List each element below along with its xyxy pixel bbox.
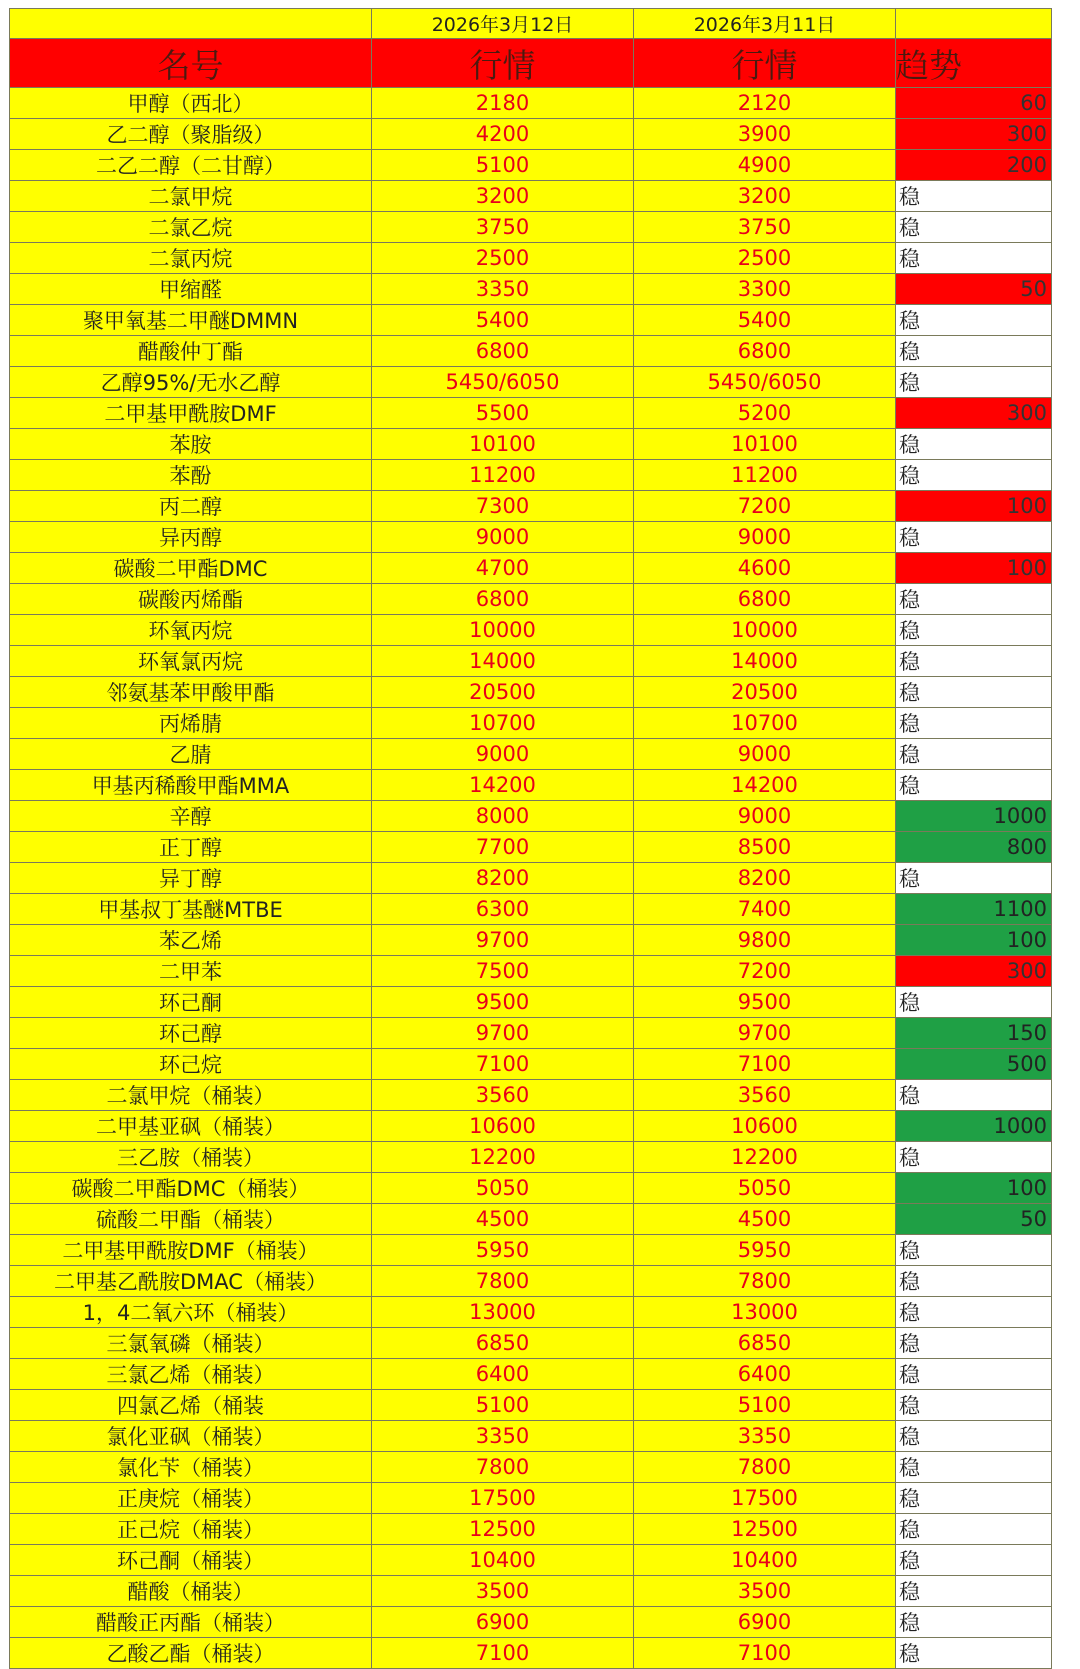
price-old-cell: 7200 (634, 491, 896, 522)
price-old-cell: 10600 (634, 1111, 896, 1142)
price-old-cell: 3350 (634, 1421, 896, 1452)
product-name-cell: 四氯乙烯（桶装 (10, 1390, 372, 1421)
price-old-cell: 7100 (634, 1638, 896, 1669)
trend-cell: 稳 (896, 1328, 1052, 1359)
price-old-cell: 12500 (634, 1514, 896, 1545)
price-old-cell: 9700 (634, 1018, 896, 1049)
product-name-cell: 乙二醇（聚脂级） (10, 119, 372, 150)
price-old-cell: 6400 (634, 1359, 896, 1390)
trend-cell: 稳 (896, 1545, 1052, 1576)
trend-cell: 稳 (896, 1576, 1052, 1607)
trend-cell: 稳 (896, 243, 1052, 274)
price-new-cell: 7800 (372, 1452, 634, 1483)
trend-cell: 300 (896, 956, 1052, 987)
table-row (10, 1359, 1052, 1390)
price-new-cell: 5100 (372, 1390, 634, 1421)
price-new-cell: 10400 (372, 1545, 634, 1576)
price-new-cell: 3200 (372, 181, 634, 212)
product-name-cell: 正己烷（桶装） (10, 1514, 372, 1545)
table-row (10, 1390, 1052, 1421)
product-name-cell: 丙烯腈 (10, 708, 372, 739)
price-new-cell: 6800 (372, 336, 634, 367)
price-new-cell: 6300 (372, 894, 634, 925)
table-row (10, 863, 1052, 894)
price-new-cell: 6900 (372, 1607, 634, 1638)
table-row (10, 1080, 1052, 1111)
price-new-cell: 10000 (372, 615, 634, 646)
price-new-cell: 5950 (372, 1235, 634, 1266)
price-old-cell: 6850 (634, 1328, 896, 1359)
price-old-cell: 9000 (634, 739, 896, 770)
price-new-cell: 6800 (372, 584, 634, 615)
table-row (10, 1576, 1052, 1607)
price-old-cell: 5200 (634, 398, 896, 429)
price-old-cell: 5050 (634, 1173, 896, 1204)
price-old-cell: 7800 (634, 1266, 896, 1297)
price-new-cell: 8200 (372, 863, 634, 894)
trend-cell: 稳 (896, 1297, 1052, 1328)
trend-cell: 稳 (896, 367, 1052, 398)
price-old-cell: 2120 (634, 88, 896, 119)
product-name-cell: 二氯甲烷 (10, 181, 372, 212)
trend-cell: 稳 (896, 584, 1052, 615)
product-name-cell: 正庚烷（桶装） (10, 1483, 372, 1514)
new-price-column-header: 行情 (372, 39, 634, 88)
product-name-cell: 二甲苯 (10, 956, 372, 987)
price-old-cell: 10000 (634, 615, 896, 646)
trend-cell: 稳 (896, 646, 1052, 677)
trend-cell: 稳 (896, 615, 1052, 646)
product-name-cell: 二氯乙烷 (10, 212, 372, 243)
trend-cell: 稳 (896, 522, 1052, 553)
table-row (10, 553, 1052, 584)
price-old-cell: 17500 (634, 1483, 896, 1514)
price-new-cell: 14200 (372, 770, 634, 801)
product-name-cell: 环己酮 (10, 987, 372, 1018)
price-old-cell: 10400 (634, 1545, 896, 1576)
trend-cell: 稳 (896, 677, 1052, 708)
trend-cell: 稳 (896, 460, 1052, 491)
price-old-cell: 7400 (634, 894, 896, 925)
trend-cell: 稳 (896, 305, 1052, 336)
product-name-cell: 二氯丙烷 (10, 243, 372, 274)
price-old-cell: 20500 (634, 677, 896, 708)
date-header-row (10, 9, 1052, 39)
product-name-cell: 异丙醇 (10, 522, 372, 553)
price-old-cell: 2500 (634, 243, 896, 274)
product-name-cell: 氯化亚砜（桶装） (10, 1421, 372, 1452)
product-name-cell: 二甲基甲酰胺DMF（桶装） (10, 1235, 372, 1266)
price-new-cell: 7700 (372, 832, 634, 863)
price-old-cell: 5450/6050 (634, 367, 896, 398)
trend-cell: 50 (896, 1204, 1052, 1235)
trend-cell: 1000 (896, 801, 1052, 832)
price-new-cell: 4500 (372, 1204, 634, 1235)
table-row (10, 770, 1052, 801)
table-row (10, 491, 1052, 522)
price-new-cell: 9000 (372, 522, 634, 553)
price-new-cell: 17500 (372, 1483, 634, 1514)
price-new-cell: 6400 (372, 1359, 634, 1390)
trend-cell: 稳 (896, 770, 1052, 801)
table-row (10, 646, 1052, 677)
price-new-cell: 3350 (372, 1421, 634, 1452)
column-header-row (10, 39, 1052, 88)
price-new-cell: 7100 (372, 1049, 634, 1080)
trend-cell: 50 (896, 274, 1052, 305)
trend-cell: 300 (896, 119, 1052, 150)
table-row (10, 1266, 1052, 1297)
product-name-cell: 正丁醇 (10, 832, 372, 863)
trend-cell: 100 (896, 925, 1052, 956)
table-row (10, 1638, 1052, 1669)
table-row (10, 1545, 1052, 1576)
table-row (10, 615, 1052, 646)
product-name-cell: 环己醇 (10, 1018, 372, 1049)
trend-cell: 1000 (896, 1111, 1052, 1142)
product-name-cell: 环己酮（桶装） (10, 1545, 372, 1576)
price-old-cell: 4600 (634, 553, 896, 584)
trend-cell: 稳 (896, 1452, 1052, 1483)
product-name-cell: 碳酸二甲酯DMC (10, 553, 372, 584)
table-row (10, 677, 1052, 708)
table-row (10, 181, 1052, 212)
table-row (10, 1607, 1052, 1638)
trend-cell: 150 (896, 1018, 1052, 1049)
table-row (10, 274, 1052, 305)
product-name-cell: 聚甲氧基二甲醚DMMN (10, 305, 372, 336)
trend-cell: 200 (896, 150, 1052, 181)
price-new-cell: 8000 (372, 801, 634, 832)
price-new-cell: 9700 (372, 1018, 634, 1049)
table-row (10, 460, 1052, 491)
price-new-cell: 4200 (372, 119, 634, 150)
table-row (10, 1018, 1052, 1049)
price-old-cell: 7200 (634, 956, 896, 987)
trend-cell: 100 (896, 1173, 1052, 1204)
price-old-cell: 6800 (634, 336, 896, 367)
price-new-cell: 12500 (372, 1514, 634, 1545)
table-row (10, 119, 1052, 150)
trend-cell: 稳 (896, 987, 1052, 1018)
table-row (10, 1483, 1052, 1514)
price-new-cell: 9500 (372, 987, 634, 1018)
trend-cell: 1100 (896, 894, 1052, 925)
price-new-cell: 3500 (372, 1576, 634, 1607)
product-name-cell: 丙二醇 (10, 491, 372, 522)
table-row (10, 1235, 1052, 1266)
price-old-cell: 9000 (634, 801, 896, 832)
date-header-trend-blank-cell (896, 9, 1052, 39)
name-column-header: 名号 (10, 39, 372, 88)
product-name-cell: 苯乙烯 (10, 925, 372, 956)
trend-cell: 稳 (896, 1638, 1052, 1669)
table-row (10, 429, 1052, 460)
price-new-cell: 10700 (372, 708, 634, 739)
trend-cell: 稳 (896, 1514, 1052, 1545)
product-name-cell: 甲基丙稀酸甲酯MMA (10, 770, 372, 801)
product-name-cell: 二甲基乙酰胺DMAC（桶装） (10, 1266, 372, 1297)
product-name-cell: 醋酸仲丁酯 (10, 336, 372, 367)
price-new-cell: 9000 (372, 739, 634, 770)
price-old-cell: 14000 (634, 646, 896, 677)
table-row (10, 739, 1052, 770)
price-old-cell: 10700 (634, 708, 896, 739)
trend-cell: 稳 (896, 1359, 1052, 1390)
price-old-cell: 3900 (634, 119, 896, 150)
trend-cell: 稳 (896, 1390, 1052, 1421)
price-new-cell: 9700 (372, 925, 634, 956)
price-new-cell: 5400 (372, 305, 634, 336)
table-row (10, 832, 1052, 863)
table-row (10, 398, 1052, 429)
price-old-cell: 3300 (634, 274, 896, 305)
date-old-header: 2026年3月11日 (634, 9, 896, 39)
price-new-cell: 4700 (372, 553, 634, 584)
table-row (10, 243, 1052, 274)
price-old-cell: 3560 (634, 1080, 896, 1111)
product-name-cell: 碳酸丙烯酯 (10, 584, 372, 615)
trend-cell: 稳 (896, 212, 1052, 243)
trend-cell: 稳 (896, 1080, 1052, 1111)
price-new-cell: 5050 (372, 1173, 634, 1204)
trend-cell: 稳 (896, 708, 1052, 739)
product-name-cell: 乙腈 (10, 739, 372, 770)
price-new-cell: 14000 (372, 646, 634, 677)
table-row (10, 1142, 1052, 1173)
price-new-cell: 10600 (372, 1111, 634, 1142)
price-old-cell: 3750 (634, 212, 896, 243)
trend-cell: 300 (896, 398, 1052, 429)
product-name-cell: 硫酸二甲酯（桶装） (10, 1204, 372, 1235)
price-new-cell: 3560 (372, 1080, 634, 1111)
price-new-cell: 2180 (372, 88, 634, 119)
table-row (10, 1328, 1052, 1359)
trend-cell: 100 (896, 553, 1052, 584)
table-row (10, 1204, 1052, 1235)
price-new-cell: 2500 (372, 243, 634, 274)
price-new-cell: 7100 (372, 1638, 634, 1669)
product-name-cell: 醋酸（桶装） (10, 1576, 372, 1607)
price-new-cell: 12200 (372, 1142, 634, 1173)
trend-cell: 稳 (896, 739, 1052, 770)
price-new-cell: 3350 (372, 274, 634, 305)
product-name-cell: 乙醇95%/无水乙醇 (10, 367, 372, 398)
table-row (10, 305, 1052, 336)
trend-cell: 稳 (896, 1235, 1052, 1266)
table-row (10, 956, 1052, 987)
price-new-cell: 11200 (372, 460, 634, 491)
price-new-cell: 10100 (372, 429, 634, 460)
table-row (10, 336, 1052, 367)
table-row (10, 925, 1052, 956)
price-old-cell: 5400 (634, 305, 896, 336)
price-old-cell: 8500 (634, 832, 896, 863)
product-name-cell: 二氯甲烷（桶装） (10, 1080, 372, 1111)
product-name-cell: 苯胺 (10, 429, 372, 460)
trend-cell: 稳 (896, 1142, 1052, 1173)
price-old-cell: 13000 (634, 1297, 896, 1328)
trend-column-header: 趋势 (896, 39, 1052, 88)
table-row (10, 987, 1052, 1018)
table-row (10, 894, 1052, 925)
table-row (10, 801, 1052, 832)
product-name-cell: 甲基叔丁基醚MTBE (10, 894, 372, 925)
table-row (10, 1049, 1052, 1080)
price-old-cell: 3500 (634, 1576, 896, 1607)
table-row (10, 1421, 1052, 1452)
table-row (10, 1297, 1052, 1328)
table-row (10, 1514, 1052, 1545)
price-old-cell: 7100 (634, 1049, 896, 1080)
price-old-cell: 11200 (634, 460, 896, 491)
table-row (10, 212, 1052, 243)
product-name-cell: 环氧丙烷 (10, 615, 372, 646)
price-old-cell: 3200 (634, 181, 896, 212)
trend-cell: 稳 (896, 1266, 1052, 1297)
product-name-cell: 环氧氯丙烷 (10, 646, 372, 677)
date-header-blank-cell (10, 9, 372, 39)
trend-cell: 稳 (896, 1607, 1052, 1638)
price-new-cell: 7800 (372, 1266, 634, 1297)
price-old-cell: 9500 (634, 987, 896, 1018)
table-row (10, 150, 1052, 181)
price-old-cell: 8200 (634, 863, 896, 894)
product-name-cell: 氯化苄（桶装） (10, 1452, 372, 1483)
price-old-cell: 6800 (634, 584, 896, 615)
trend-cell: 800 (896, 832, 1052, 863)
product-name-cell: 甲醇（西北） (10, 88, 372, 119)
price-old-cell: 14200 (634, 770, 896, 801)
old-price-column-header: 行情 (634, 39, 896, 88)
table-row (10, 1111, 1052, 1142)
table-row (10, 367, 1052, 398)
product-name-cell: 碳酸二甲酯DMC（桶装） (10, 1173, 372, 1204)
trend-cell: 稳 (896, 429, 1052, 460)
price-new-cell: 5100 (372, 150, 634, 181)
trend-cell: 稳 (896, 181, 1052, 212)
trend-cell: 稳 (896, 863, 1052, 894)
price-new-cell: 6850 (372, 1328, 634, 1359)
table-row (10, 708, 1052, 739)
trend-cell: 60 (896, 88, 1052, 119)
table-row (10, 88, 1052, 119)
table-row (10, 1452, 1052, 1483)
trend-cell: 稳 (896, 336, 1052, 367)
product-name-cell: 甲缩醛 (10, 274, 372, 305)
price-old-cell: 6900 (634, 1607, 896, 1638)
trend-cell: 100 (896, 491, 1052, 522)
price-old-cell: 9000 (634, 522, 896, 553)
price-table (9, 8, 1052, 1669)
product-name-cell: 邻氨基苯甲酸甲酯 (10, 677, 372, 708)
product-name-cell: 1，4二氧六环（桶装） (10, 1297, 372, 1328)
product-name-cell: 三乙胺（桶装） (10, 1142, 372, 1173)
price-new-cell: 3750 (372, 212, 634, 243)
price-new-cell: 7500 (372, 956, 634, 987)
product-name-cell: 二甲基亚砜（桶装） (10, 1111, 372, 1142)
price-new-cell: 7300 (372, 491, 634, 522)
price-new-cell: 5450/6050 (372, 367, 634, 398)
price-old-cell: 5950 (634, 1235, 896, 1266)
product-name-cell: 三氯乙烯（桶装） (10, 1359, 372, 1390)
product-name-cell: 苯酚 (10, 460, 372, 491)
trend-cell: 500 (896, 1049, 1052, 1080)
product-name-cell: 三氯氧磷（桶装） (10, 1328, 372, 1359)
product-name-cell: 乙酸乙酯（桶装） (10, 1638, 372, 1669)
price-new-cell: 20500 (372, 677, 634, 708)
trend-cell: 稳 (896, 1421, 1052, 1452)
product-name-cell: 辛醇 (10, 801, 372, 832)
price-old-cell: 9800 (634, 925, 896, 956)
table-row (10, 1173, 1052, 1204)
price-new-cell: 13000 (372, 1297, 634, 1328)
product-name-cell: 环己烷 (10, 1049, 372, 1080)
product-name-cell: 二乙二醇（二甘醇） (10, 150, 372, 181)
table-row (10, 522, 1052, 553)
product-name-cell: 醋酸正丙酯（桶装） (10, 1607, 372, 1638)
price-old-cell: 4500 (634, 1204, 896, 1235)
price-old-cell: 12200 (634, 1142, 896, 1173)
table-row (10, 584, 1052, 615)
product-name-cell: 二甲基甲酰胺DMF (10, 398, 372, 429)
date-new-header: 2026年3月12日 (372, 9, 634, 39)
product-name-cell: 异丁醇 (10, 863, 372, 894)
price-old-cell: 5100 (634, 1390, 896, 1421)
price-new-cell: 5500 (372, 398, 634, 429)
trend-cell: 稳 (896, 1483, 1052, 1514)
price-old-cell: 7800 (634, 1452, 896, 1483)
price-old-cell: 4900 (634, 150, 896, 181)
price-old-cell: 10100 (634, 429, 896, 460)
